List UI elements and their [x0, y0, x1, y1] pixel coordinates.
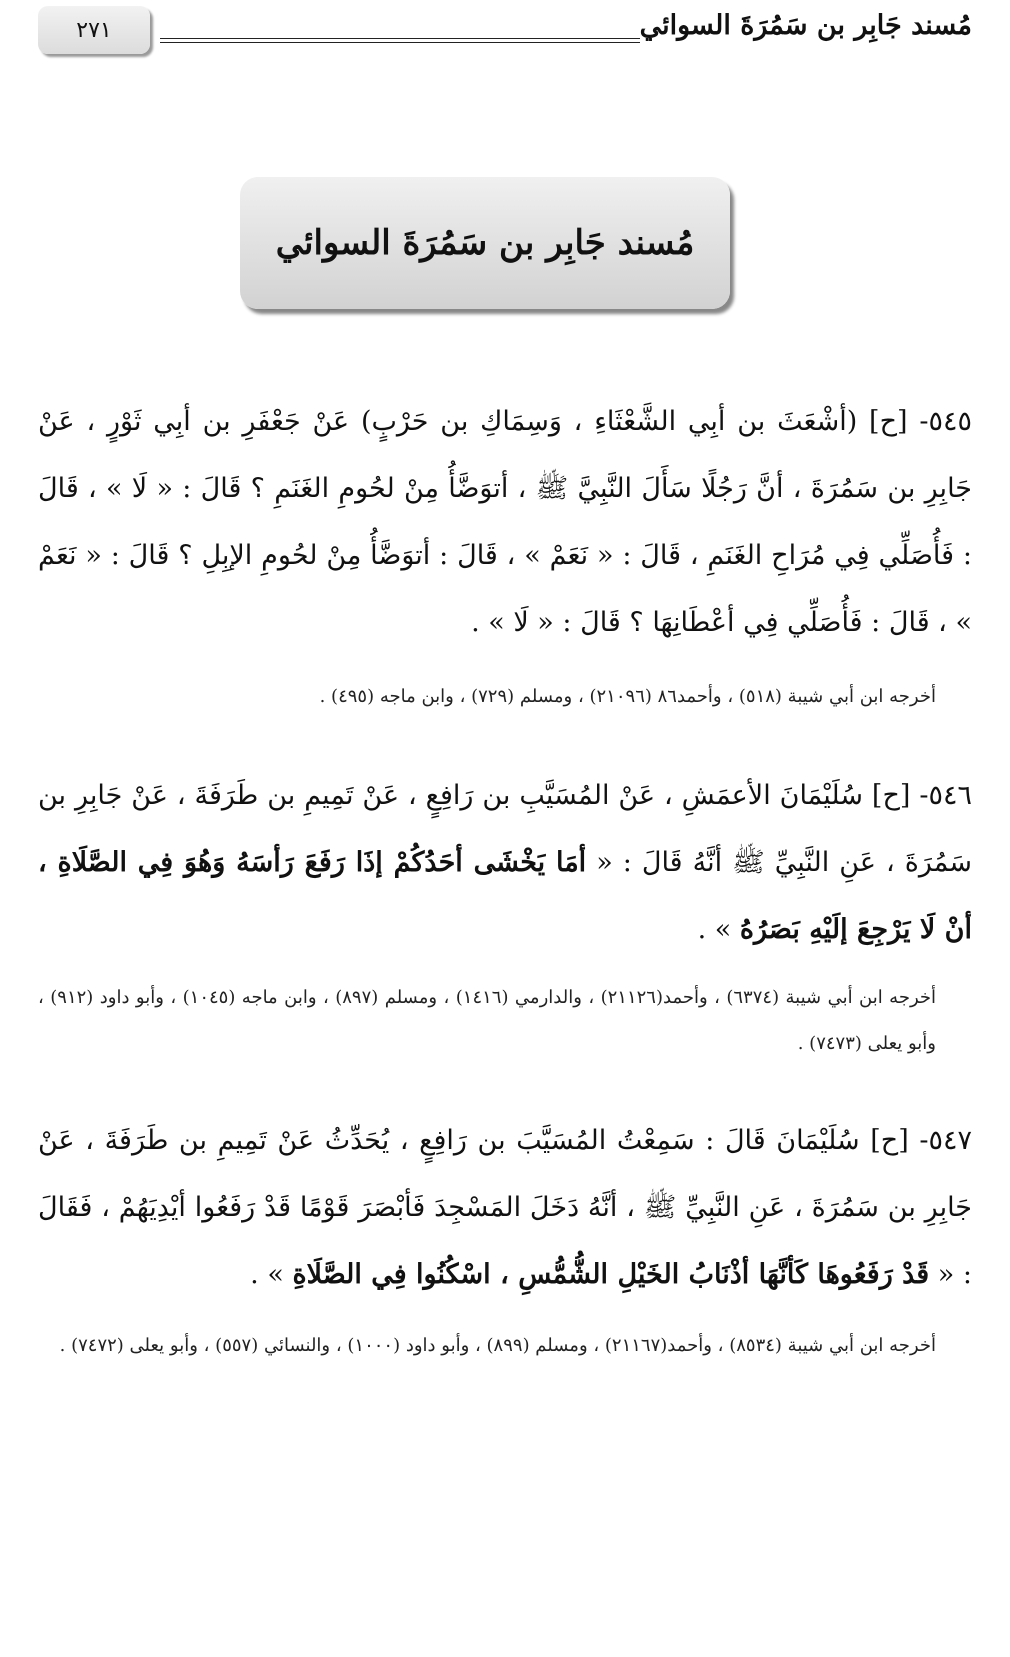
entry-number: ٥٤٦- — [919, 780, 972, 811]
hadith-entry-546 — [38, 762, 972, 963]
page-header — [0, 0, 1010, 70]
hadith-entry-547 — [38, 1107, 972, 1308]
running-title: مُسند جَابِر بن سَمُرَةَ السوائي — [639, 10, 972, 41]
section-title-box — [240, 177, 730, 309]
reference-546: أخرجه ابن أبي شيبة (٦٣٧٤) ، وأحمد(٢١١٢٦) ، والدارمي (١٤١٦) ، ومسلم (٨٩٧) ، وابن ماجه (١٠٤٥) ، وأبو داود (٩١٢) ، وأبو يعلى (٧٤٧٣) . — [38, 987, 937, 1054]
entry-chain: [ح] سُلَيْمَانَ الأعمَشِ ، عَنْ المُسَيَّبِ بن رَافِعٍ ، عَنْ تَمِيمِ بن طَرَفَةَ ، عَنْ جَابِرِ بن سَمُرَةَ ، عَنِ النَّبِيِّ ﷺ أنَّهُ قَالَ : « — [38, 780, 972, 878]
entry-text: [ح] (أشْعَثَ بن أبِي الشَّعْثَاءِ ، وَسِمَاكِ بن حَرْبٍ) عَنْ جَعْفَرِ بن أبِي ثَوْرٍ ، عَنْ جَابِرِ بن سَمُرَةَ ، أنَّ رَجُلًا سَأَلَ النَّبِيَّ ﷺ ، أتوَضَّأُ مِنْ لحُومِ الغَنَمِ ؟ قَالَ : « لَا » ، قَالَ : فَأُصَلِّي فِي مُرَاحِ الغَنَمِ ، قَالَ : « نَعَمْ » ، قَالَ : أتوَضَّأُ مِنْ لحُومِ الإبِلِ ؟ قَالَ : « نَعَمْ » ، قَالَ : فَأُصَلِّي فِي أعْطَانِهَا ؟ قَالَ : « لَا » . — [38, 406, 972, 638]
hadith-text: قَدْ رَفَعُوهَا كَأنَّهَا أذْنَابُ الخَيْلِ الشُّمُّسِ ، اسْكُنُوا فِي الصَّلَاةِ — [292, 1259, 930, 1290]
page-number: ٢٧١ — [38, 6, 150, 54]
reference-547: أخرجه ابن أبي شيبة (٨٥٣٤) ، وأحمد(٢١١٦٧) ، ومسلم (٨٩٩) ، وأبو داود (١٠٠٠) ، والنسائي (٥٥٧) ، وأبو يعلى (٧٤٧٢) . — [59, 1335, 936, 1356]
entry-closing: » . — [250, 1259, 293, 1290]
section-title: مُسند جَابِر بن سَمُرَةَ السوائي — [275, 223, 695, 263]
entry-chain: [ح] سُلَيْمَانَ قَالَ : سَمِعْتُ المُسَيَّبَ بن رَافِعٍ ، يُحَدِّثُ عَنْ تَمِيمِ بن طَرَفَةَ ، عَنْ جَابِرِ بن سَمُرَةَ ، عَنِ النَّبِيِّ ﷺ ، أنَّهُ دَخَلَ المَسْجِدَ فَأبْصَرَ قَوْمًا قَدْ رَفَعُوا أيْدِيَهُمْ ، فَقَالَ : « — [38, 1125, 972, 1290]
reference-545: أخرجه ابن أبي شيبة (٥١٨) ، وأحمد٨٦ (٢١٠٩٦) ، ومسلم (٧٢٩) ، وابن ماجه (٤٩٥) . — [319, 686, 936, 707]
entry-closing: » . — [697, 914, 740, 945]
hadith-entry-545 — [38, 388, 972, 656]
header-rule — [160, 38, 640, 43]
hadith-text: أمَا يَخْشَى أحَدُكُمْ إذَا رَفَعَ رَأسَهُ وَهُوَ فِي الصَّلَاةِ ، أنْ لَا يَرْجِعَ إلَيْهِ بَصَرُهُ — [38, 847, 972, 945]
entry-number: ٥٤٥- — [919, 406, 972, 437]
entry-number: ٥٤٧- — [919, 1125, 972, 1156]
